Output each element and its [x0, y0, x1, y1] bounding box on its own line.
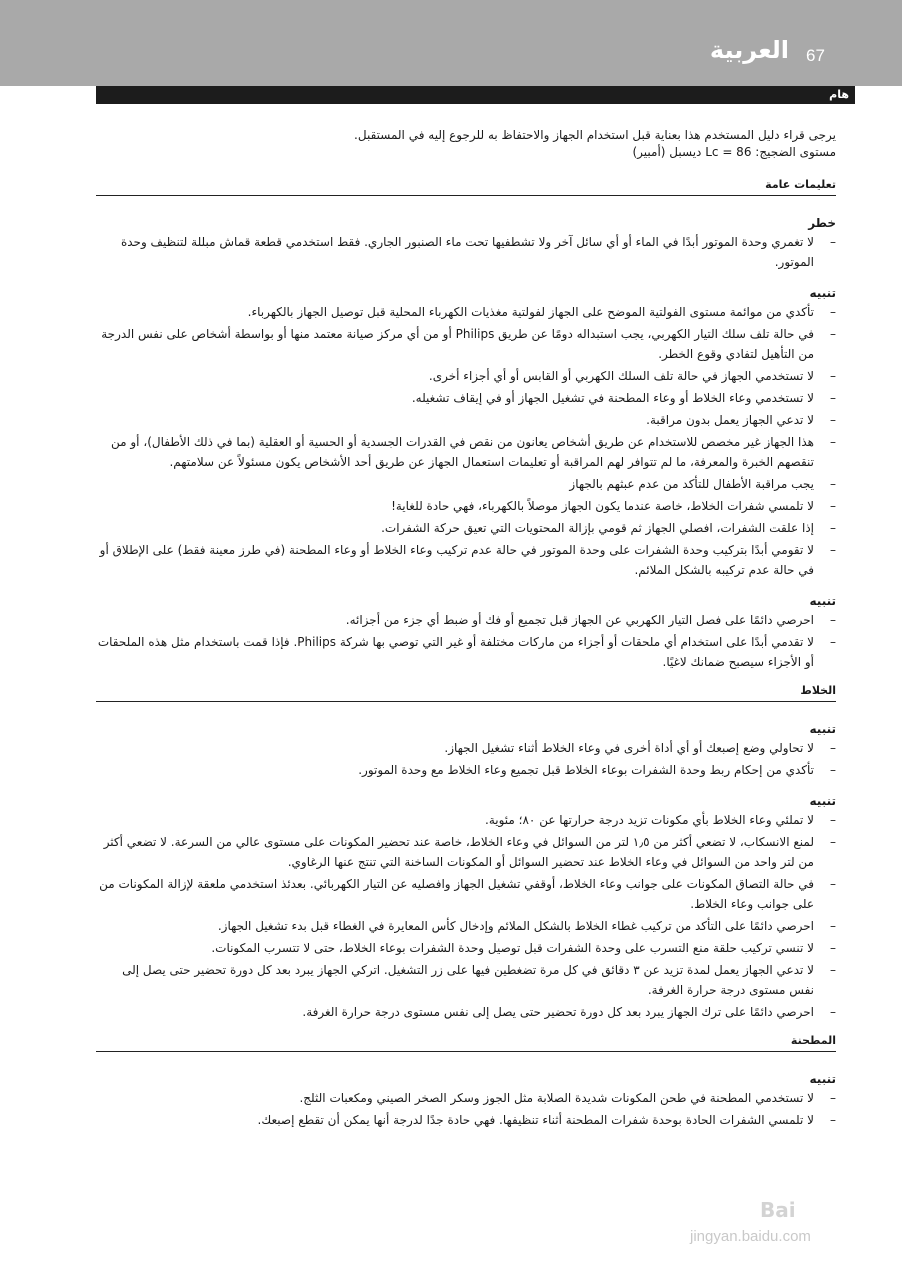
instruction-list — [96, 810, 836, 1022]
instruction-list — [96, 738, 836, 780]
instruction-item: – لا تملئي وعاء الخلاط بأي مكونات تزيد درجة حرارتها عن ٨٠؛ مئوية. — [96, 810, 836, 830]
instruction-list — [96, 610, 836, 672]
important-label: هام — [829, 88, 849, 101]
instruction-item: – لا تستخدمي المطحنة في طحن المكونات شديدة الصلابة مثل الجوز وسكر الصخر الصيني ومكعبات الثلج. — [96, 1088, 836, 1108]
instruction-item: – لا تغمري وحدة الموتور أبدًا في الماء أو أي سائل آخر ولا تشطفيها تحت ماء الصنبور الجاري. فقط استخدمي قطعة قماش مبللة لتنظيف وحدة الموتور. — [96, 232, 836, 272]
watermark-logo: Bai — [760, 1198, 796, 1222]
noise-level-line: مستوى الضجيج: Lc = 86 ديسبل (أمبير) — [632, 145, 836, 159]
instruction-list — [96, 1088, 836, 1130]
instruction-item: – احرصي دائمًا على التأكد من تركيب غطاء الخلاط بالشكل الملائم وإدخال كأس المعايرة في الغطاء قبل بدء تشغيل الجهاز. — [96, 916, 836, 936]
document-body — [96, 104, 836, 1132]
section-heading: تعليمات عامة — [96, 178, 836, 196]
section-heading: الخلاط — [96, 684, 836, 702]
intro — [96, 126, 836, 162]
instruction-item: – لا تقومي أبدًا بتركيب وحدة الشفرات على وحدة الموتور في حالة عدم تركيب وعاء الخلاط أو وعاء المطحنة (في طرز معينة فقط) على الإطلاق أو في حالة عدم تركيبه بالشكل الملائم. — [96, 540, 836, 580]
instruction-item: – لا تدعي الجهاز يعمل بدون مراقبة. — [96, 410, 836, 430]
instruction-item: – لا تستخدمي وعاء الخلاط أو وعاء المطحنة في تشغيل الجهاز أو في إيقاف تشغيله. — [96, 388, 836, 408]
subsection-heading: خطر — [808, 216, 836, 230]
section-heading: المطحنة — [96, 1034, 836, 1052]
instruction-item: – في حالة التصاق المكونات على جوانب وعاء الخلاط، أوقفي تشغيل الجهاز وافصليه عن التيار الكهربائي. بعدئذ استخدمي ملعقة لإزالة المكونات من على جوانب وعاء الخلاط. — [96, 874, 836, 914]
language-title: العربية — [709, 36, 789, 64]
instruction-item: – تأكدي من إحكام ربط وحدة الشفرات بوعاء الخلاط قبل تجميع وعاء الخلاط مع وحدة الموتور. — [96, 760, 836, 780]
instruction-item: – تأكدي من موائمة مستوى الفولتية الموضح على الجهاز لفولتية مغذيات الكهرباء المحلية قبل توصيل الجهاز بالكهرباء. — [96, 302, 836, 322]
instruction-item: – يجب مراقبة الأطفال للتأكد من عدم عبثهم بالجهاز — [96, 474, 836, 494]
instruction-item: – احرصي دائمًا على فصل التيار الكهربي عن الجهاز قبل تجميع أو فك أو ضبط أي جزء من أجزائه. — [96, 610, 836, 630]
important-bar — [96, 86, 855, 104]
subsection-heading: تنبيه — [809, 594, 836, 608]
header-bar — [0, 0, 902, 86]
instruction-list — [96, 302, 836, 580]
instruction-item: – هذا الجهاز غير مخصص للاستخدام عن طريق أشخاص يعانون من نقص في القدرات الجسدية أو الحسية أو العقلية (بما في ذلك الأطفال)، أو من تنقصهم الخبرة والمعرفة، ما لم تتوافر لهم المراقبة أو تعليمات استعمال الجهاز عن طريق أحد الأشخاص يكون مسئولاً عن سلامتهم. — [96, 432, 836, 472]
instruction-item: – لمنع الانسكاب، لا تضعي أكثر من ١٫٥ لتر من السوائل في وعاء الخلاط، خاصة عند تحضير المكونات على مستوى عالي من السرعة. لا تضعي أكثر من لتر واحد من السوائل في وعاء الخلاط عند تحضير السوائل أو المكونات الساخنة التي تنتج عنها الرغاوي. — [96, 832, 836, 872]
instruction-item: – احرصي دائمًا على ترك الجهاز يبرد بعد كل دورة تحضير حتى يصل إلى نفس مستوى درجة حرارة الغرفة. — [96, 1002, 836, 1022]
instruction-item: – لا تلمسي الشفرات الحادة بوحدة شفرات المطحنة أثناء تنظيفها. فهي حادة جدًا لدرجة أنها يمكن أن تقطع إصبعك. — [96, 1110, 836, 1130]
instruction-item: – إذا علقت الشفرات، افصلي الجهاز ثم قومي بإزالة المحتويات التي تعيق حركة الشفرات. — [96, 518, 836, 538]
instruction-list — [96, 232, 836, 272]
subsection-heading: تنبيه — [809, 722, 836, 736]
watermark-url: jingyan.baidu.com — [690, 1228, 811, 1245]
subsection-heading: تنبيه — [809, 1072, 836, 1086]
subsection-heading: تنبيه — [809, 794, 836, 808]
subsection-heading: تنبيه — [809, 286, 836, 300]
page-number: 67 — [806, 46, 825, 65]
instruction-item: – لا تحاولي وضع إصبعك أو أي أداة أخرى في وعاء الخلاط أثناء تشغيل الجهاز. — [96, 738, 836, 758]
instruction-item: – لا تلمسي شفرات الخلاط، خاصة عندما يكون الجهاز موصلاً بالكهرباء، فهي حادة للغاية! — [96, 496, 836, 516]
intro-line: يرجى قراء دليل المستخدم هذا بعناية قبل استخدام الجهاز والاحتفاظ به للرجوع إليه في المستقبل. — [354, 128, 836, 142]
instruction-item: – لا تدعي الجهاز يعمل لمدة تزيد عن ٣ دقائق في كل مرة تضغطين فيها على زر التشغيل. اتركي الجهاز يبرد بعد كل دورة تحضير حتى يصل إلى نفس مستوى درجة حرارة الغرفة. — [96, 960, 836, 1000]
instruction-item: – لا تستخدمي الجهاز في حالة تلف السلك الكهربي أو القابس أو أي أجزاء أخرى. — [96, 366, 836, 386]
sections — [96, 178, 836, 1130]
instruction-item: – في حالة تلف سلك التيار الكهربي، يجب استبداله دومًا عن طريق Philips أو من أي مركز صيانة معتمد منها أو بواسطة أشخاص على نفس الدرجة من التأهيل لتفادي وقوع الخطر. — [96, 324, 836, 364]
instruction-item: – لا تقدمي أبدًا على استخدام أي ملحقات أو أجزاء من ماركات مختلفة أو غير التي توصي بها شركة Philips. فإذا قمت باستخدام مثل هذه الملحقات أو الأجزاء سيصبح ضمانك لاغيًا. — [96, 632, 836, 672]
instruction-item: – لا تنسي تركيب حلقة منع التسرب على وحدة الشفرات قبل توصيل وحدة الشفرات بوعاء الخلاط، حتى لا تتسرب المكونات. — [96, 938, 836, 958]
